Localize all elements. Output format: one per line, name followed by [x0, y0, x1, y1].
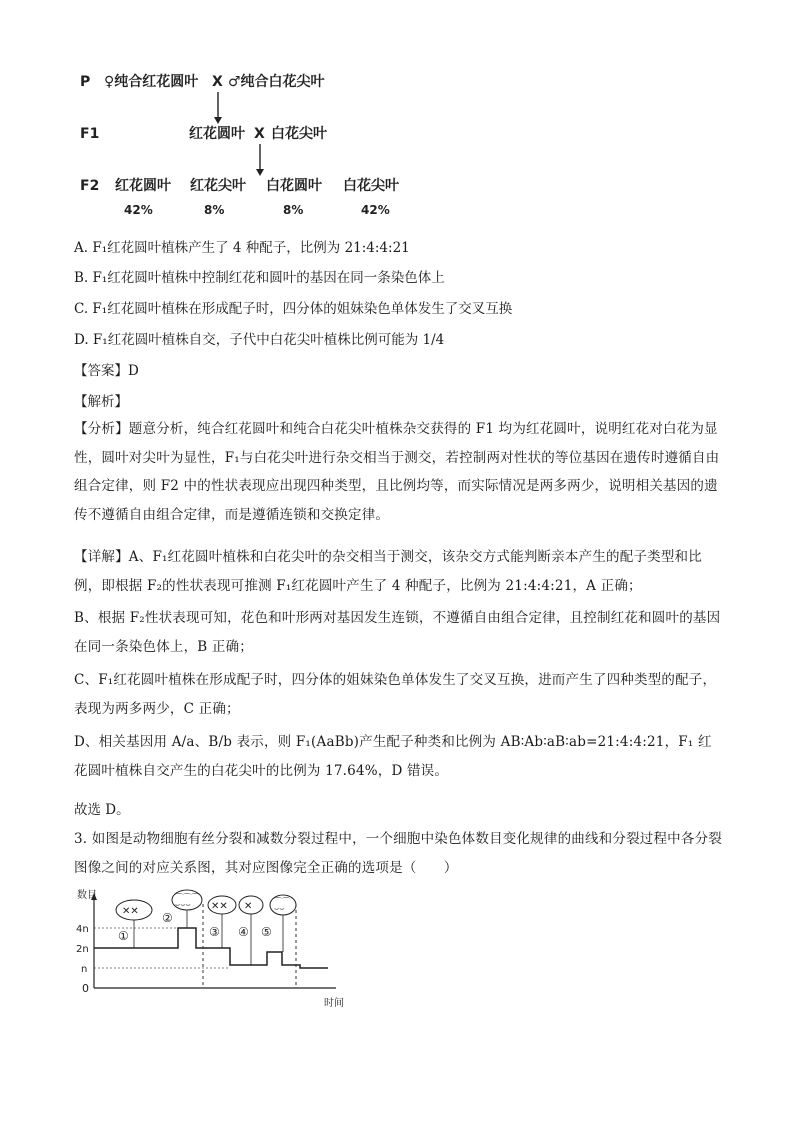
cell-image-5 — [270, 895, 296, 915]
x-axis-title: 时间 — [324, 998, 344, 1009]
svg-text:⌣⌣⌣: ⌣⌣⌣ — [175, 900, 191, 909]
cross-f1-x: X — [254, 126, 265, 142]
circle-label-2: ② — [162, 911, 173, 925]
cross-p-male: ♂纯合白花尖叶 — [228, 74, 325, 90]
cross-f2-type-1: 红花圆叶 — [115, 178, 171, 194]
chromosome-count-graph — [60, 880, 360, 1010]
circle-label-1: ① — [118, 929, 129, 943]
y-tick-n: n — [81, 964, 88, 975]
option-c: C. F₁红花圆叶植株在形成配子时，四分体的姐妹染色单体发生了交叉互换 — [74, 301, 513, 317]
circle-label-5: ⑤ — [261, 925, 272, 939]
cross-f2-ratio-2: 8% — [204, 203, 225, 217]
cell-image-2 — [172, 890, 202, 910]
cross-f2-ratio-1: 42% — [124, 203, 153, 217]
cross-f2-ratio-4: 42% — [361, 203, 390, 217]
svg-text:⌒⌒: ⌒⌒ — [274, 897, 290, 906]
cross-arrowhead-1 — [214, 117, 222, 124]
answer-label: 【答案】D — [74, 363, 139, 379]
cross-f2-label: F2 — [80, 178, 100, 194]
cross-f1-left: 红花圆叶 — [189, 126, 245, 142]
cross-f1-label: F1 — [80, 126, 100, 142]
cell-image-1 — [116, 900, 152, 920]
cross-p-x: X — [212, 74, 223, 90]
svg-text:✕: ✕ — [244, 901, 253, 912]
cross-f2-type-3: 白花圆叶 — [266, 178, 322, 194]
option-b: B. F₁红花圆叶植株中控制红花和圆叶的基因在同一条染色体上 — [74, 270, 445, 286]
option-a: A. F₁红花圆叶植株产生了 4 种配子，比例为 21:4:4:21 — [74, 240, 410, 256]
analysis-paragraph: 【分析】题意分析，纯合红花圆叶和纯合白花尖叶植株杂交获得的 F1 均为红花圆叶，说明红花对白花为显性，圆叶对尖叶为显性，F₁与白花尖叶进行杂交相当于测交，若控制两对性状的等位基因在遗传时遵循自由组合定律，则 F2 中的性状表现应出现四种类型，且比例均等，而实际情况是两多两少，说明相关基因的遗传不遵循自由组合定律，而是遵循连锁和交换定律。 — [74, 421, 720, 523]
svg-text:⌣⌣: ⌣⌣ — [274, 904, 285, 913]
svg-text:✕✕: ✕✕ — [122, 906, 139, 917]
cross-f2-type-2: 红花尖叶 — [190, 178, 246, 194]
conclusion: 故选 D。 — [74, 802, 130, 818]
cross-p-female: ♀纯合红花圆叶 — [104, 74, 199, 90]
detail-paragraph-a: 【详解】A、F₁红花圆叶植株和白花尖叶的杂交相当于测交，该杂交方式能判断亲本产生的配子类型和比例，即根据 F₂的性状表现可推测 F₁红花圆叶产生了 4 种配子，比例为 21:4:4:21，A 正确； — [74, 549, 702, 594]
option-d: D. F₁红花圆叶植株自交，子代中白花尖叶植株比例可能为 1/4 — [74, 332, 445, 348]
circle-label-4: ④ — [238, 925, 249, 939]
cell-image-4 — [239, 896, 263, 914]
cross-f2-ratio-3: 8% — [283, 203, 304, 217]
y-tick-0: 0 — [82, 982, 89, 995]
y-tick-4n: 4n — [76, 924, 89, 935]
analysis-heading: 【解析】 — [74, 394, 128, 410]
y-tick-2n: 2n — [76, 944, 89, 955]
detail-paragraph-b: B、根据 F₂性状表现可知，花色和叶形两对基因发生连锁，不遵循自由组合定律，且控制红花和圆叶的基因在同一条染色体上，B 正确； — [74, 610, 721, 655]
cross-arrowhead-2 — [256, 169, 264, 176]
detail-paragraph-d: D、相关基因用 A/a、B/b 表示，则 F₁(AaBb)产生配子种类和比例为 AB∶Ab∶aB∶ab=21:4:4:21，F₁ 红花圆叶植株自交产生的白花尖叶的比例为 17.64%，D 错误。 — [74, 734, 712, 779]
genetic-cross-diagram — [0, 0, 794, 230]
y-axis-title: 数目 — [77, 890, 97, 901]
cross-f2-type-4: 白花尖叶 — [343, 178, 399, 194]
svg-text:✕✕: ✕✕ — [211, 901, 228, 912]
detail-paragraph-c: C、F₁红花圆叶植株在形成配子时，四分体的姐妹染色单体发生了交叉互换，进而产生了四种类型的配子，表现为两多两少，C 正确； — [74, 672, 717, 717]
question-3: 3. 如图是动物细胞有丝分裂和减数分裂过程中，一个细胞中染色体数目变化规律的曲线和分裂过程中各分裂图像之间的对应关系图，其对应图像完全正确的选项是（ ） — [74, 831, 722, 876]
cross-f1-right: 白花尖叶 — [271, 126, 327, 142]
cell-image-3 — [208, 896, 236, 914]
circle-label-3: ③ — [209, 925, 220, 939]
cross-p-label: P — [80, 74, 91, 90]
svg-text:⌒⌒⌒: ⌒⌒⌒ — [175, 893, 199, 902]
